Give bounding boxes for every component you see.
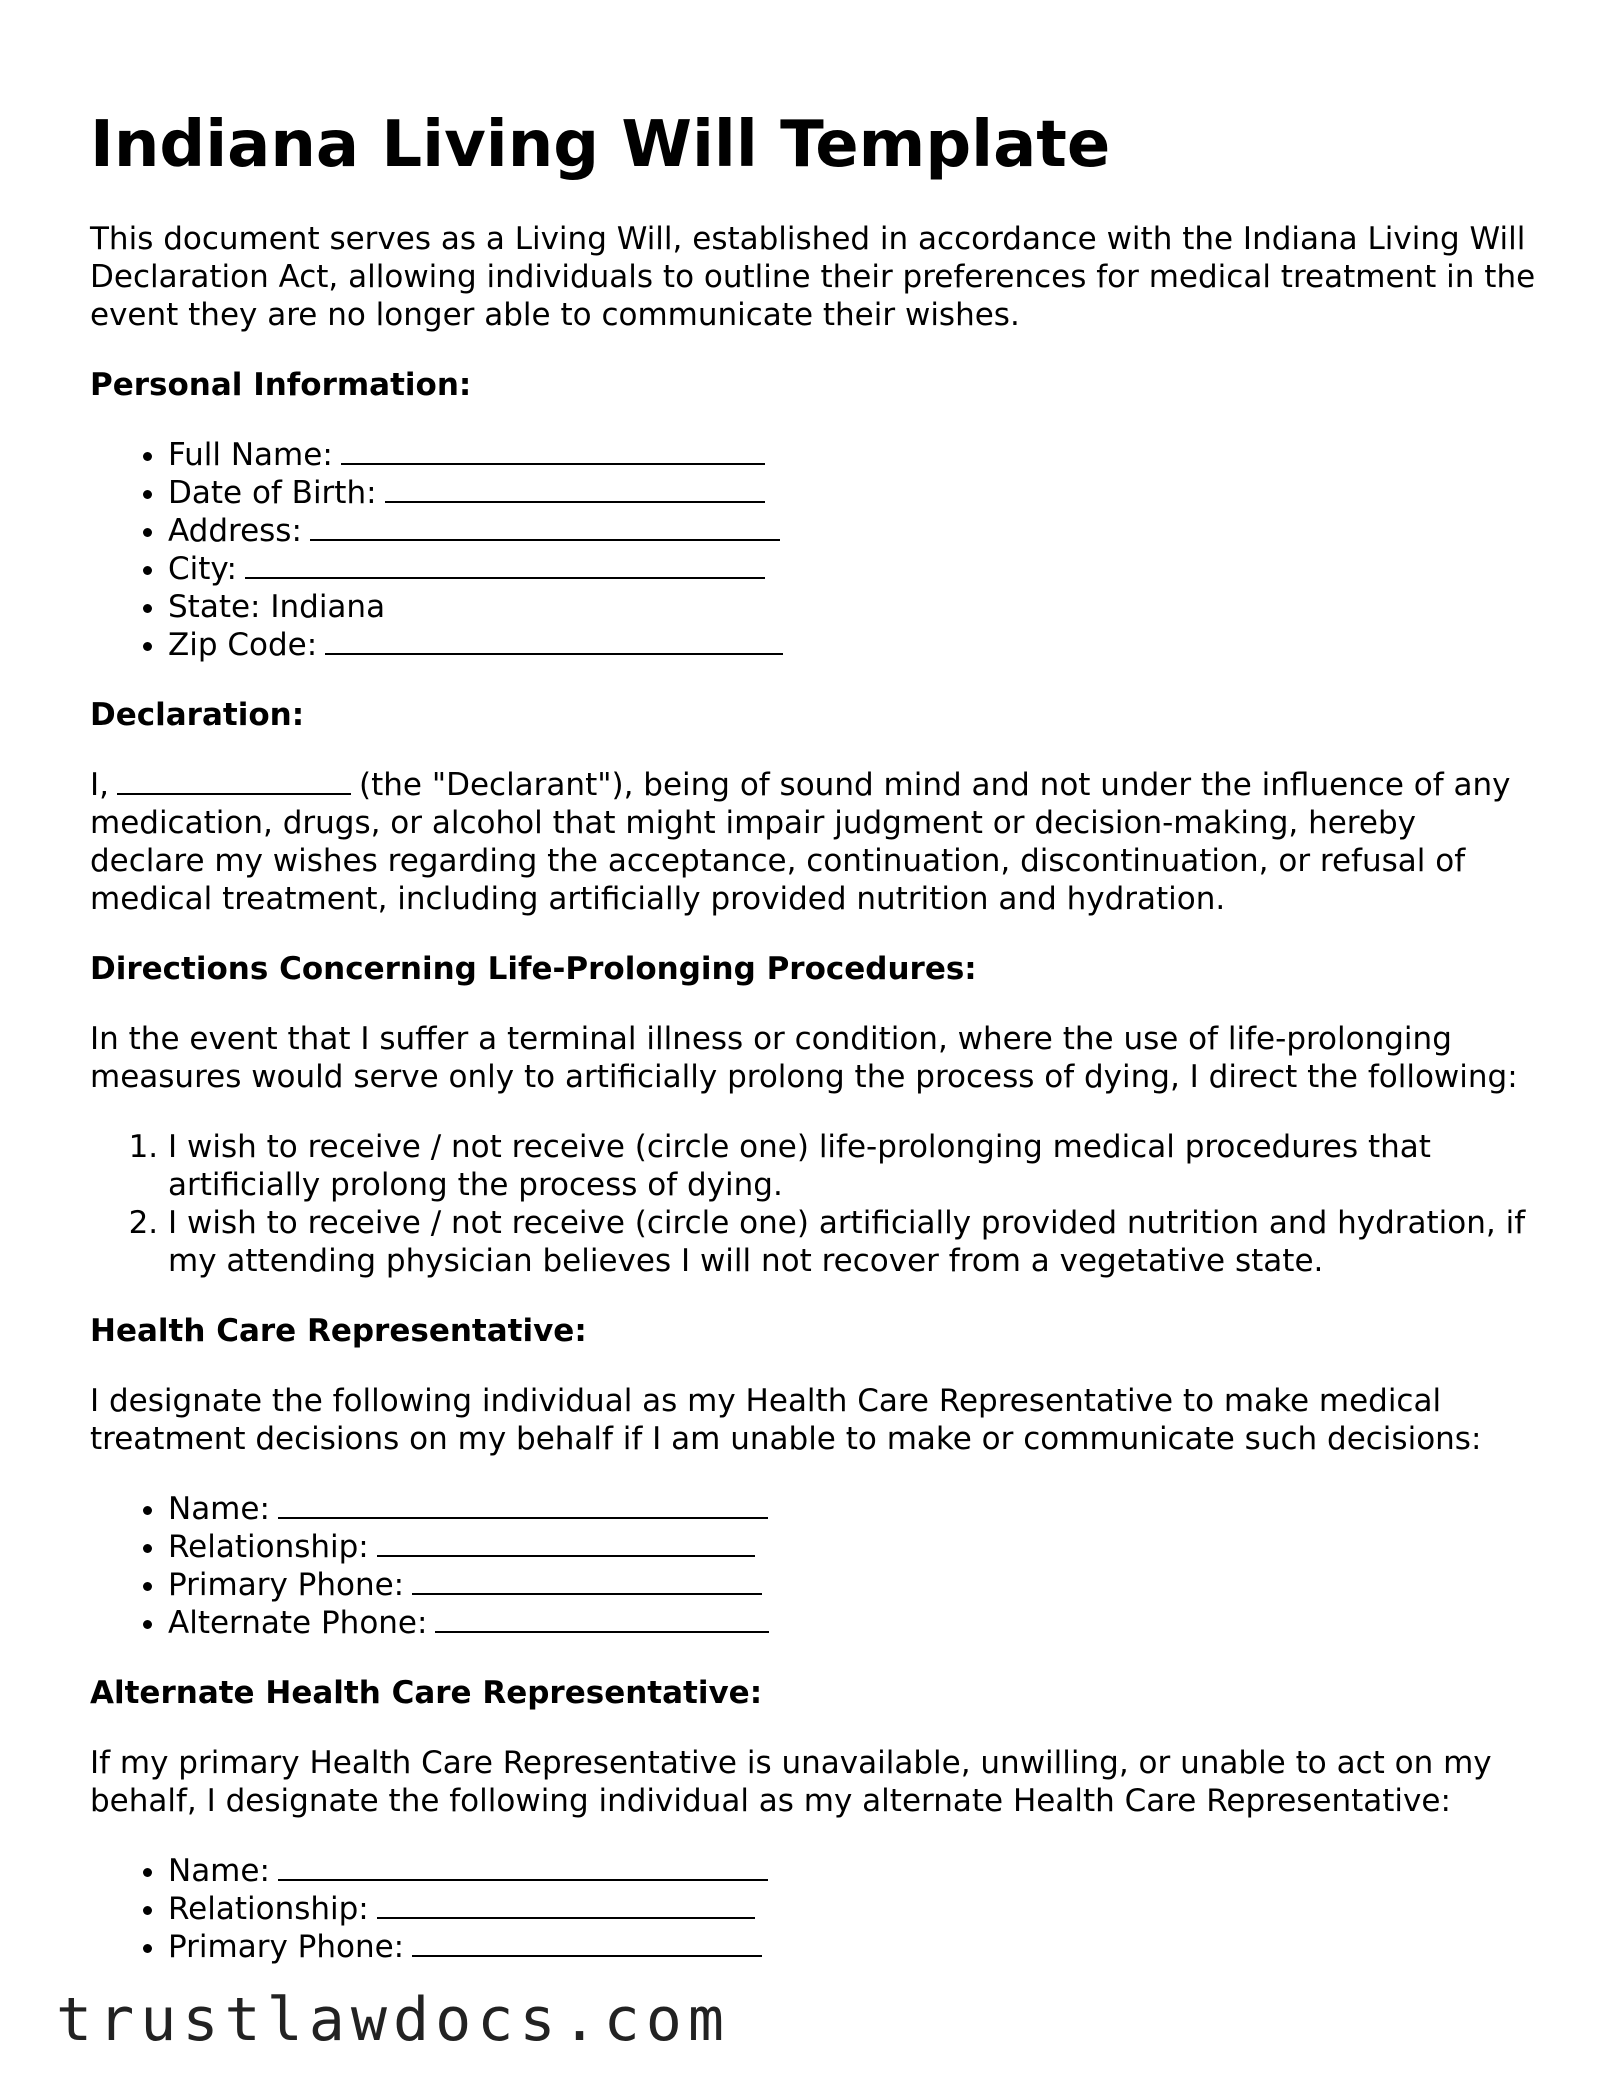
blank-line [412, 1567, 762, 1595]
representative-list [90, 1490, 1540, 1642]
field-label: Address: [168, 513, 302, 550]
field-label: State: Indiana [168, 589, 386, 626]
field-rep-alternate-phone [168, 1604, 1540, 1642]
field-label: City: [168, 551, 237, 588]
field-label: Full Name: [168, 437, 333, 474]
field-rep-name [168, 1490, 1540, 1528]
declaration-heading: Declaration: [90, 697, 305, 734]
direction-item: 1. I wish to receive / not receive (circle one) life-prolonging medical procedures that artificially prolong the process of dying. [168, 1128, 1540, 1204]
alternate-list [90, 1852, 1540, 1966]
field-label: Primary Phone: [168, 1567, 405, 1604]
representative-heading: Health Care Representative: [90, 1313, 587, 1350]
field-alt-name [168, 1852, 1540, 1890]
representative-paragraph: I designate the following individual as my Health Care Representative to make medical treatment decisions on my behalf if I am unable to make or communicate such decisions: [90, 1383, 1482, 1458]
declarant-name-blank [117, 767, 351, 795]
field-label: Name: [168, 1853, 270, 1890]
personal-info-list [90, 436, 1540, 664]
blank-line [310, 513, 780, 541]
blank-line [341, 437, 765, 465]
blank-line [435, 1605, 769, 1633]
field-zip-code [168, 626, 1540, 664]
field-city [168, 550, 1540, 588]
field-label: Zip Code: [168, 627, 318, 664]
field-rep-relationship [168, 1528, 1540, 1566]
personal-info-heading: Personal Information: [90, 367, 472, 404]
blank-line [385, 475, 765, 503]
intro-paragraph: This document serves as a Living Will, established in accordance with the Indiana Living Will Declaration Act, allowing individuals to outline their preferences for medical treatment in the event they are no longer able to communicate their wishes. [90, 221, 1536, 334]
field-label: Relationship: [168, 1529, 369, 1566]
document-title: Indiana Living Will Template [90, 108, 1111, 182]
field-state [168, 588, 1540, 626]
directions-list [90, 1128, 1540, 1280]
field-label: Date of Birth: [168, 475, 377, 512]
field-label: Relationship: [168, 1891, 369, 1928]
direction-item: 2. I wish to receive / not receive (circle one) artificially provided nutrition and hydration, if my attending physician believes I will not recover from a vegetative state. [168, 1204, 1540, 1280]
declaration-prefix: I, [90, 767, 109, 804]
watermark: trustlawdocs.com [48, 1990, 738, 2050]
field-date-of-birth [168, 474, 1540, 512]
directions-heading: Directions Concerning Life-Prolonging Procedures: [90, 951, 977, 988]
document-page [90, 110, 1540, 1998]
declaration-text: (the "Declarant"), being of sound mind and not under the influence of any medication, drugs, or alcohol that might impair judgment or decision-making, hereby declare my wishes regarding the acceptance, continuation, discontinuation, or refusal of medical treatment, including artificially provided nutrition and hydration. [90, 767, 1511, 918]
blank-line [412, 1929, 762, 1957]
directions-paragraph: In the event that I suffer a terminal illness or condition, where the use of life-prolonging measures would serve only to artificially prolong the process of dying, I direct the following: [90, 1021, 1518, 1096]
blank-line [377, 1529, 755, 1557]
field-rep-primary-phone [168, 1566, 1540, 1604]
blank-line [377, 1891, 755, 1919]
declaration-paragraph [90, 766, 1540, 918]
field-alt-relationship [168, 1890, 1540, 1928]
alternate-heading: Alternate Health Care Representative: [90, 1675, 763, 1712]
field-alt-primary-phone [168, 1928, 1540, 1966]
alternate-paragraph: If my primary Health Care Representative is unavailable, unwilling, or unable to act on my behalf, I designate the following individual as my alternate Health Care Representative: [90, 1745, 1492, 1820]
field-label: Name: [168, 1491, 270, 1528]
field-address [168, 512, 1540, 550]
field-full-name [168, 436, 1540, 474]
blank-line [278, 1853, 768, 1881]
field-label: Alternate Phone: [168, 1605, 428, 1642]
blank-line [245, 551, 765, 579]
blank-line [325, 627, 783, 655]
field-label: Primary Phone: [168, 1929, 405, 1966]
blank-line [278, 1491, 768, 1519]
